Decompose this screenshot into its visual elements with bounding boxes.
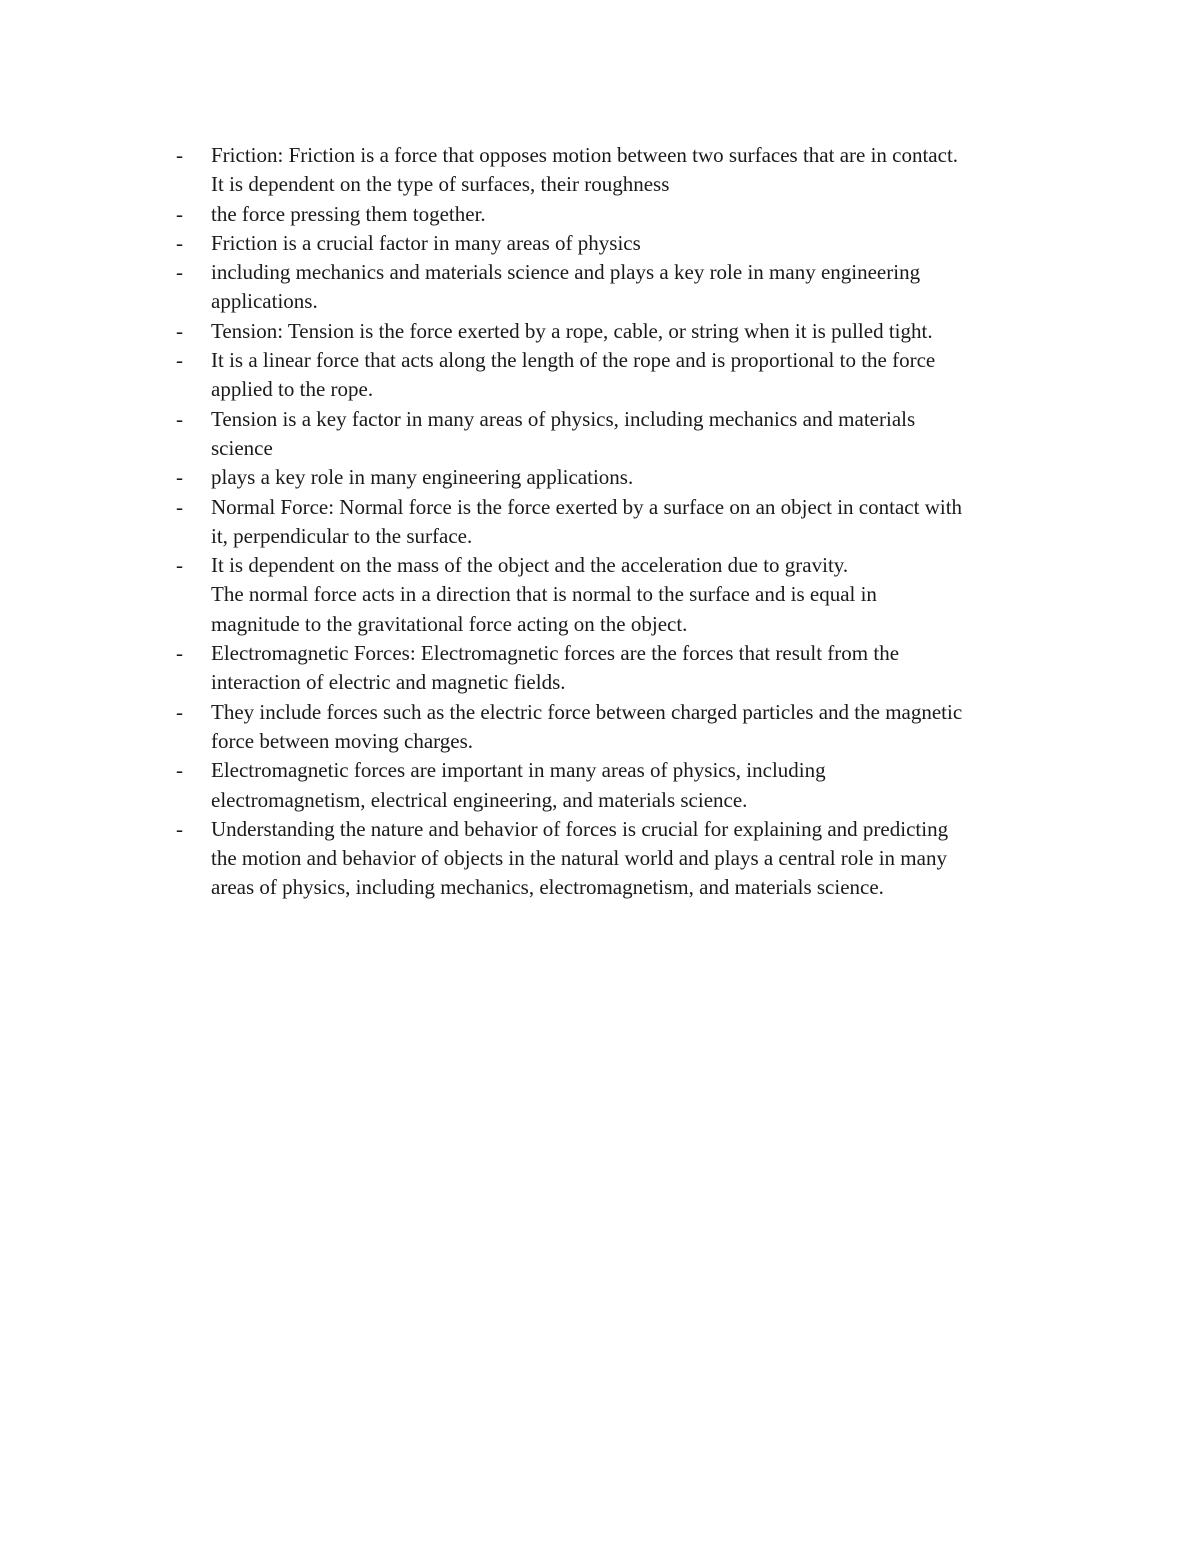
bullet-dash: - <box>176 406 183 431</box>
text-line: It is dependent on the mass of the object and the acceleration due to gravity. <box>211 553 849 578</box>
bullet-dash: - <box>176 699 183 724</box>
list-item <box>176 698 1076 757</box>
text-line: plays a key role in many engineering applications. <box>211 465 634 490</box>
text-line: Electromagnetic Forces: Electromagnetic forces are the forces that result from the <box>211 641 900 666</box>
list-item-text <box>211 405 1076 464</box>
text-line: Understanding the nature and behavior of forces is crucial for explaining and predicting <box>211 816 949 841</box>
text-line: Tension: Tension is the force exerted by a rope, cable, or string when it is pulled tight. <box>211 318 933 343</box>
list-item-text <box>211 639 1076 698</box>
text-line: Electromagnetic forces are important in many areas of physics, including <box>211 758 826 783</box>
list-item <box>176 639 1076 698</box>
bullet-dash: - <box>176 758 183 783</box>
text-line: Friction is a crucial factor in many areas of physics <box>211 230 641 255</box>
text-line: They include forces such as the electric force between charged particles and the magnetic <box>211 699 963 724</box>
list-item <box>176 493 1076 552</box>
text-line: electromagnetism, electrical engineering, and materials science. <box>211 787 748 812</box>
list-item <box>176 346 1076 405</box>
list-item-text <box>211 229 1076 258</box>
list-item-text <box>211 317 1076 346</box>
text-line: Normal Force: Normal force is the force exerted by a surface on an object in contact with <box>211 494 963 519</box>
bullet-list <box>176 141 1076 903</box>
bullet-dash: - <box>176 318 183 343</box>
text-line: the force pressing them together. <box>211 201 486 226</box>
list-item-text <box>211 815 1076 903</box>
text-line: the motion and behavior of objects in the natural world and plays a central role in many <box>211 846 947 871</box>
bullet-dash: - <box>176 260 183 285</box>
text-line: magnitude to the gravitational force acting on the object. <box>211 611 688 636</box>
bullet-dash: - <box>176 816 183 841</box>
bullet-dash: - <box>176 494 183 519</box>
text-line: applied to the rope. <box>211 377 374 402</box>
list-item <box>176 258 1076 317</box>
list-item <box>176 317 1076 346</box>
list-item-text <box>211 698 1076 757</box>
list-item <box>176 229 1076 258</box>
bullet-dash: - <box>176 553 183 578</box>
list-item-text <box>211 493 1076 552</box>
text-line: including mechanics and materials science and plays a key role in many engineering <box>211 260 921 285</box>
text-line: Tension is a key factor in many areas of physics, including mechanics and materials <box>211 406 916 431</box>
list-item-text <box>211 200 1076 229</box>
text-line: areas of physics, including mechanics, electromagnetism, and materials science. <box>211 875 884 900</box>
text-line: Friction: Friction is a force that opposes motion between two surfaces that are in contact. <box>211 143 959 167</box>
bullet-dash: - <box>176 143 183 167</box>
list-item <box>176 405 1076 464</box>
bullet-dash: - <box>176 348 183 373</box>
list-item-text <box>211 463 1076 492</box>
text-line: It is dependent on the type of surfaces, their roughness <box>211 172 670 197</box>
list-item-text <box>211 756 1076 815</box>
text-line: science <box>211 435 273 460</box>
list-item <box>176 200 1076 229</box>
list-item <box>176 815 1076 903</box>
list-item-text <box>211 346 1076 405</box>
list-item-text <box>211 141 1076 200</box>
text-line: it, perpendicular to the surface. <box>211 523 473 548</box>
list-item <box>176 551 1076 639</box>
list-item-text <box>211 551 1076 639</box>
list-item <box>176 463 1076 492</box>
bullet-dash: - <box>176 641 183 666</box>
text-line: force between moving charges. <box>211 728 474 753</box>
text-line: applications. <box>211 289 318 314</box>
bullet-dash: - <box>176 201 183 226</box>
list-item <box>176 141 1076 200</box>
bullet-dash: - <box>176 465 183 490</box>
text-line: The normal force acts in a direction that is normal to the surface and is equal in <box>211 582 877 607</box>
list-item-text <box>211 258 1076 317</box>
bullet-dash: - <box>176 230 183 255</box>
list-item <box>176 756 1076 815</box>
text-line: interaction of electric and magnetic fields. <box>211 670 566 695</box>
text-line: It is a linear force that acts along the length of the rope and is proportional to the force <box>211 348 936 373</box>
